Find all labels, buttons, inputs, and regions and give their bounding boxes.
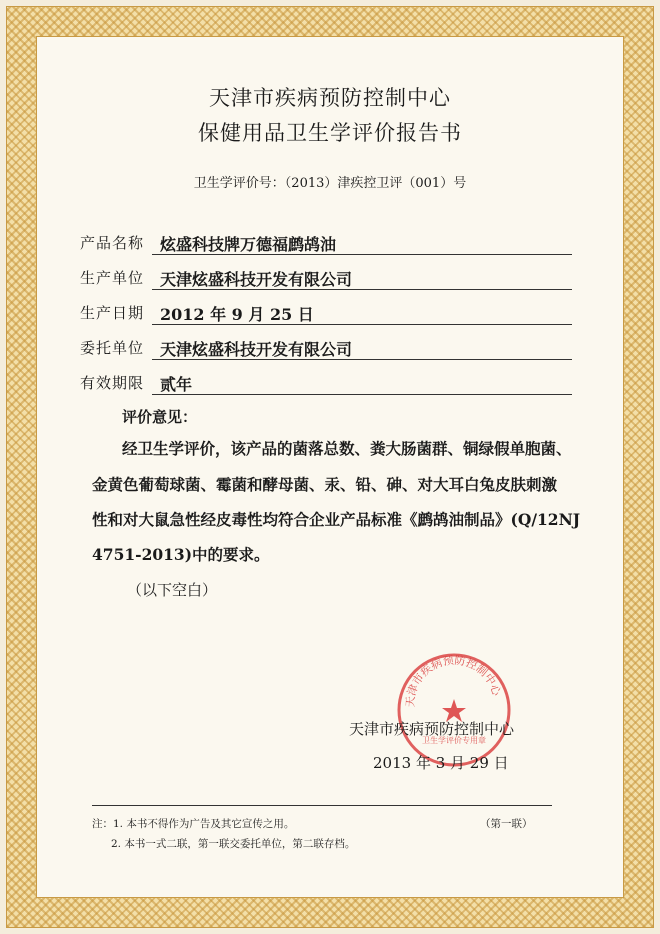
field-value-manufacturer: 天津炫盛科技开发有限公司: [160, 270, 353, 289]
org-title: 天津市疾病预防控制中心: [209, 86, 451, 110]
opinion-line: 性和对大鼠急性经皮毒性均符合企业产品标准《鹧鸪油制品》(Q/12NJ: [92, 510, 581, 529]
footer-note: 注：1. 本书不得作为广告及其它宣传之用。: [92, 818, 295, 830]
field-value-production-date: 2012 年 9 月 25 日: [160, 305, 314, 324]
field-label-validity: 有效期限: [80, 374, 145, 392]
opinion-line: 金黄色葡萄球菌、霉菌和酵母菌、汞、铅、砷、对大耳白兔皮肤刺激: [92, 475, 558, 494]
issuer-name: 天津市疾病预防控制中心: [349, 720, 515, 738]
field-label-product-name: 产品名称: [80, 234, 145, 252]
field-value-client: 天津炫盛科技开发有限公司: [160, 340, 353, 359]
svg-text:卫生学评价专用章: 卫生学评价专用章: [422, 736, 486, 745]
field-underline: [152, 359, 572, 360]
field-label-manufacturer: 生产单位: [80, 269, 145, 287]
copy-label: （第一联）: [480, 818, 533, 830]
field-value-validity: 贰年: [160, 375, 193, 394]
field-underline: [152, 289, 572, 290]
field-underline: [152, 324, 572, 325]
field-underline: [152, 254, 572, 255]
footer-note: 2. 本书一式二联，第一联交委托单位，第二联存档。: [111, 838, 356, 850]
field-label-production-date: 生产日期: [80, 304, 145, 322]
field-value-product-name: 炫盛科技牌万德福鹧鸪油: [160, 235, 337, 254]
svg-text:天津市疾病预防控制中心: 天津市疾病预防控制中心: [403, 653, 504, 708]
field-label-client: 委托单位: [80, 339, 145, 357]
opinion-heading: 评价意见：: [122, 408, 198, 426]
evaluation-number: 卫生学评价号：（2013）津疾控卫评（001）号: [193, 176, 467, 191]
footer-divider: [92, 805, 552, 806]
content-panel: [36, 36, 624, 898]
issue-date: 2013 年 3 月 29 日: [373, 754, 509, 772]
opinion-line: 4751-2013)中的要求。: [92, 545, 270, 564]
report-title: 保健用品卫生学评价报告书: [198, 121, 462, 145]
opinion-line: 经卫生学评价，该产品的菌落总数、粪大肠菌群、铜绿假单胞菌、: [122, 439, 572, 458]
blank-below-note: （以下空白）: [127, 581, 218, 599]
field-underline: [152, 394, 572, 395]
